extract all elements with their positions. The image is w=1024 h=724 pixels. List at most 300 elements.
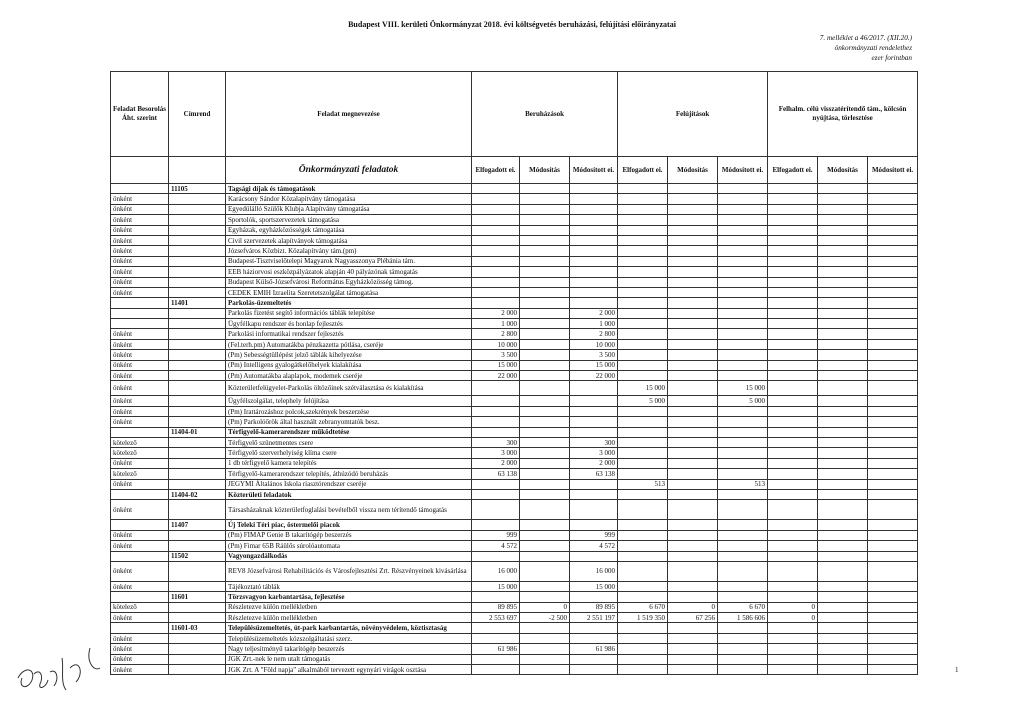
cell-amount bbox=[718, 458, 768, 468]
cell-cimrend bbox=[169, 665, 226, 675]
cell-amount bbox=[718, 339, 768, 349]
cell-cimrend bbox=[169, 613, 226, 623]
cell-cimrend bbox=[169, 204, 226, 214]
cell-besorolas: önként bbox=[111, 194, 169, 204]
cell-amount bbox=[868, 360, 918, 370]
cell-amount: 2 553 697 bbox=[472, 613, 520, 623]
cell-besorolas: önként bbox=[111, 644, 169, 654]
cell-besorolas: önként bbox=[111, 339, 169, 349]
cell-amount bbox=[618, 406, 668, 416]
cell-amount bbox=[618, 256, 668, 266]
cell-amount bbox=[768, 581, 818, 591]
cell-amount bbox=[718, 520, 768, 530]
cell-amount bbox=[718, 267, 768, 277]
cell-amount bbox=[668, 381, 718, 396]
cell-amount bbox=[818, 339, 868, 349]
cell-besorolas bbox=[111, 319, 169, 329]
cell-amount: 300 bbox=[472, 437, 520, 447]
cell-amount: 16 000 bbox=[472, 561, 520, 581]
cell-amount bbox=[868, 225, 918, 235]
cell-cimrend bbox=[169, 235, 226, 245]
cell-amount bbox=[768, 381, 818, 396]
cell-amount bbox=[570, 427, 618, 437]
cell-amount bbox=[718, 581, 768, 591]
cell-amount bbox=[818, 350, 868, 360]
cell-cimrend bbox=[169, 417, 226, 427]
cell-amount bbox=[520, 256, 570, 266]
table-row bbox=[111, 381, 918, 396]
cell-amount bbox=[520, 489, 570, 499]
cell-amount bbox=[818, 406, 868, 416]
cell-amount bbox=[768, 396, 818, 406]
col-beruhazas-elfogadott: Elfogadott ei. bbox=[472, 157, 520, 184]
cell-amount bbox=[618, 623, 668, 633]
col-beruhazas-modositott: Módosított ei. bbox=[570, 157, 618, 184]
cell-amount: -2 500 bbox=[520, 613, 570, 623]
table-row bbox=[111, 613, 918, 623]
cell-amount bbox=[768, 298, 818, 308]
cell-feladat: (Pm) Fimar 65B Ráülős súrolóautomata bbox=[226, 541, 472, 551]
cell-feladat: Vagyongazdálkodás bbox=[226, 551, 472, 561]
cell-amount bbox=[868, 458, 918, 468]
cell-amount bbox=[868, 308, 918, 318]
cell-amount bbox=[668, 479, 718, 489]
cell-besorolas: önként bbox=[111, 225, 169, 235]
cell-amount bbox=[668, 581, 718, 591]
cell-amount bbox=[868, 246, 918, 256]
cell-amount bbox=[818, 665, 868, 675]
cell-feladat: Egyedülálló Szülők Klubja Alapítvány támogatása bbox=[226, 204, 472, 214]
cell-amount bbox=[520, 319, 570, 329]
cell-amount bbox=[768, 417, 818, 427]
cell-amount bbox=[868, 287, 918, 297]
table-row bbox=[111, 448, 918, 458]
table-row bbox=[111, 329, 918, 339]
cell-amount: 15 000 bbox=[570, 360, 618, 370]
cell-amount: 1 000 bbox=[472, 319, 520, 329]
cell-amount bbox=[618, 329, 668, 339]
cell-amount: 3 500 bbox=[472, 350, 520, 360]
cell-amount bbox=[668, 235, 718, 245]
cell-amount bbox=[668, 350, 718, 360]
table-row bbox=[111, 396, 918, 406]
cell-feladat: (Pm) Parkolóőrök által használt zebranyomtatók besz. bbox=[226, 417, 472, 427]
cell-amount: 2 800 bbox=[570, 329, 618, 339]
cell-feladat: Közterületi feladatok bbox=[226, 489, 472, 499]
cell-cimrend bbox=[169, 644, 226, 654]
cell-amount bbox=[768, 623, 818, 633]
cell-amount bbox=[718, 406, 768, 416]
header-cimrend: Címrend bbox=[169, 72, 226, 157]
table-row bbox=[111, 246, 918, 256]
cell-feladat: Józsefváros Közbizt. Közalapítvány tám.(pm) bbox=[226, 246, 472, 256]
cell-amount bbox=[818, 427, 868, 437]
cell-cimrend: 11404-01 bbox=[169, 427, 226, 437]
cell-cimrend bbox=[169, 633, 226, 643]
table-row bbox=[111, 184, 918, 194]
cell-cimrend: 11401 bbox=[169, 298, 226, 308]
cell-feladat: 1 db térfigyelő kamera telepítés bbox=[226, 458, 472, 468]
cell-amount: 999 bbox=[472, 530, 520, 540]
cell-amount bbox=[768, 437, 818, 447]
col-felujitas-modositas: Módosítás bbox=[668, 157, 718, 184]
cell-amount bbox=[520, 581, 570, 591]
cell-cimrend bbox=[169, 561, 226, 581]
cell-amount bbox=[868, 184, 918, 194]
cell-amount bbox=[868, 215, 918, 225]
table-row bbox=[111, 592, 918, 602]
cell-amount bbox=[768, 654, 818, 664]
cell-amount bbox=[472, 287, 520, 297]
sub-header-row bbox=[111, 157, 918, 184]
cell-feladat: Tájékoztató táblák bbox=[226, 581, 472, 591]
table-row bbox=[111, 551, 918, 561]
cell-amount bbox=[618, 437, 668, 447]
cell-amount bbox=[718, 417, 768, 427]
cell-besorolas bbox=[111, 592, 169, 602]
cell-amount bbox=[818, 602, 868, 612]
cell-amount bbox=[818, 437, 868, 447]
cell-amount bbox=[768, 215, 818, 225]
cell-amount bbox=[668, 520, 718, 530]
annex-note bbox=[800, 33, 912, 63]
cell-cimrend: 11601 bbox=[169, 592, 226, 602]
cell-amount bbox=[768, 350, 818, 360]
cell-besorolas bbox=[111, 520, 169, 530]
cell-amount bbox=[868, 350, 918, 360]
table-row bbox=[111, 602, 918, 612]
cell-feladat: REV8 Józsefvárosi Rehabilitációs és Városfejlesztési Zrt. Részvényeinek kivásárlása bbox=[226, 561, 472, 581]
cell-amount bbox=[818, 592, 868, 602]
col-beruhazas-modositas: Módosítás bbox=[520, 157, 570, 184]
cell-amount bbox=[768, 469, 818, 479]
cell-amount bbox=[818, 396, 868, 406]
cell-besorolas: önként bbox=[111, 479, 169, 489]
cell-amount bbox=[768, 633, 818, 643]
cell-feladat: Egyházak, egyházközösségek támogatása bbox=[226, 225, 472, 235]
cell-amount bbox=[472, 623, 520, 633]
cell-feladat: Parkolás-üzemeltetés bbox=[226, 298, 472, 308]
cell-amount: 2 800 bbox=[472, 329, 520, 339]
cell-amount bbox=[668, 530, 718, 540]
header-feladat-besorolas: Feladat Besorolás Áht. szerint bbox=[111, 72, 169, 157]
cell-amount bbox=[818, 633, 868, 643]
cell-amount bbox=[472, 235, 520, 245]
cell-amount bbox=[472, 592, 520, 602]
cell-amount bbox=[818, 235, 868, 245]
table-row bbox=[111, 225, 918, 235]
cell-amount bbox=[868, 489, 918, 499]
cell-amount bbox=[618, 520, 668, 530]
cell-amount: 300 bbox=[570, 437, 618, 447]
cell-amount bbox=[818, 329, 868, 339]
cell-amount bbox=[768, 665, 818, 675]
cell-amount bbox=[818, 287, 868, 297]
cell-amount bbox=[472, 204, 520, 214]
cell-besorolas: önként bbox=[111, 235, 169, 245]
cell-feladat: Társasházaknak közterületfoglalási bevételből vissza nem térítendő támogatás bbox=[226, 500, 472, 520]
cell-amount: 16 000 bbox=[570, 561, 618, 581]
cell-amount bbox=[618, 654, 668, 664]
cell-amount bbox=[520, 520, 570, 530]
cell-amount bbox=[818, 500, 868, 520]
cell-amount: 2 551 197 bbox=[570, 613, 618, 623]
cell-cimrend bbox=[169, 267, 226, 277]
cell-amount bbox=[520, 396, 570, 406]
cell-amount bbox=[668, 194, 718, 204]
cell-amount bbox=[668, 665, 718, 675]
cell-amount bbox=[570, 215, 618, 225]
cell-amount bbox=[718, 654, 768, 664]
cell-amount: 1 519 350 bbox=[618, 613, 668, 623]
table-row bbox=[111, 277, 918, 287]
cell-amount bbox=[768, 267, 818, 277]
cell-amount bbox=[472, 633, 520, 643]
cell-besorolas: kötelező bbox=[111, 448, 169, 458]
cell-amount: 15 000 bbox=[570, 581, 618, 591]
cell-amount bbox=[718, 644, 768, 654]
cell-amount bbox=[570, 277, 618, 287]
cell-amount bbox=[520, 277, 570, 287]
cell-amount bbox=[768, 406, 818, 416]
cell-amount bbox=[472, 500, 520, 520]
cell-amount: 0 bbox=[668, 602, 718, 612]
cell-cimrend bbox=[169, 287, 226, 297]
cell-feladat: Térfigyelő szerverhelyiség klíma csere bbox=[226, 448, 472, 458]
table-row bbox=[111, 267, 918, 277]
cell-amount: 1 000 bbox=[570, 319, 618, 329]
cell-amount bbox=[868, 530, 918, 540]
cell-amount bbox=[520, 530, 570, 540]
table-row bbox=[111, 319, 918, 329]
cell-feladat: (Pm) Automatákba alaplapok, modemek cseréje bbox=[226, 371, 472, 381]
cell-feladat: Parkolási informatikai rendszer fejlesztés bbox=[226, 329, 472, 339]
cell-cimrend bbox=[169, 479, 226, 489]
cell-amount bbox=[768, 427, 818, 437]
table-row bbox=[111, 235, 918, 245]
cell-amount bbox=[668, 541, 718, 551]
cell-amount bbox=[818, 277, 868, 287]
cell-amount bbox=[520, 469, 570, 479]
cell-amount bbox=[618, 551, 668, 561]
cell-cimrend bbox=[169, 654, 226, 664]
cell-amount bbox=[472, 256, 520, 266]
cell-amount bbox=[868, 204, 918, 214]
cell-amount: 2 000 bbox=[570, 458, 618, 468]
cell-amount: 2 000 bbox=[472, 458, 520, 468]
cell-amount bbox=[868, 448, 918, 458]
cell-amount bbox=[570, 551, 618, 561]
cell-cimrend bbox=[169, 350, 226, 360]
cell-amount bbox=[520, 235, 570, 245]
cell-amount bbox=[868, 339, 918, 349]
cell-amount bbox=[818, 479, 868, 489]
cell-amount bbox=[868, 541, 918, 551]
cell-amount bbox=[570, 406, 618, 416]
cell-feladat: Karácsony Sándor Közalapítvány támogatása bbox=[226, 194, 472, 204]
table-row bbox=[111, 406, 918, 416]
table-row bbox=[111, 308, 918, 318]
cell-amount bbox=[768, 448, 818, 458]
cell-amount bbox=[668, 329, 718, 339]
header-beruhazasok: Beruházások bbox=[472, 72, 618, 157]
cell-amount bbox=[768, 194, 818, 204]
group-header-row bbox=[111, 72, 918, 157]
cell-besorolas bbox=[111, 184, 169, 194]
cell-feladat: EEB háziorvosi eszközpályázatok alapján 40 pályázónak támogatás bbox=[226, 267, 472, 277]
table-row bbox=[111, 469, 918, 479]
cell-besorolas: önként bbox=[111, 381, 169, 396]
cell-amount bbox=[570, 225, 618, 235]
cell-amount bbox=[668, 623, 718, 633]
cell-besorolas: önként bbox=[111, 406, 169, 416]
cell-besorolas: önként bbox=[111, 277, 169, 287]
cell-amount bbox=[520, 665, 570, 675]
page-number: 1 bbox=[955, 666, 959, 674]
cell-amount bbox=[768, 339, 818, 349]
cell-amount bbox=[718, 246, 768, 256]
cell-amount bbox=[668, 437, 718, 447]
cell-cimrend bbox=[169, 381, 226, 396]
cell-amount bbox=[618, 204, 668, 214]
cell-amount bbox=[768, 371, 818, 381]
cell-amount bbox=[472, 381, 520, 396]
cell-amount bbox=[718, 308, 768, 318]
cell-amount bbox=[868, 665, 918, 675]
cell-cimrend bbox=[169, 256, 226, 266]
cell-amount bbox=[718, 592, 768, 602]
cell-cimrend bbox=[169, 215, 226, 225]
cell-amount bbox=[618, 530, 668, 540]
cell-amount bbox=[520, 194, 570, 204]
cell-amount bbox=[818, 184, 868, 194]
cell-amount bbox=[818, 371, 868, 381]
cell-amount bbox=[868, 298, 918, 308]
cell-amount bbox=[570, 479, 618, 489]
cell-besorolas: önként bbox=[111, 633, 169, 643]
cell-amount bbox=[718, 319, 768, 329]
cell-cimrend: 11502 bbox=[169, 551, 226, 561]
cell-amount bbox=[520, 360, 570, 370]
cell-amount bbox=[868, 520, 918, 530]
cell-cimrend bbox=[169, 602, 226, 612]
cell-amount bbox=[868, 479, 918, 489]
cell-cimrend: 11407 bbox=[169, 520, 226, 530]
cell-amount bbox=[472, 654, 520, 664]
cell-amount bbox=[520, 406, 570, 416]
cell-amount bbox=[618, 225, 668, 235]
annex-line-1: 7. melléklet a 46/2017. (XII.20.) bbox=[819, 34, 912, 42]
cell-amount bbox=[668, 287, 718, 297]
cell-amount bbox=[668, 184, 718, 194]
cell-amount bbox=[668, 360, 718, 370]
cell-amount bbox=[618, 500, 668, 520]
cell-amount bbox=[520, 246, 570, 256]
cell-amount bbox=[472, 184, 520, 194]
cell-amount bbox=[570, 204, 618, 214]
cell-amount: 4 572 bbox=[472, 541, 520, 551]
cell-amount bbox=[718, 469, 768, 479]
cell-cimrend bbox=[169, 396, 226, 406]
cell-amount bbox=[618, 665, 668, 675]
cell-amount bbox=[818, 613, 868, 623]
cell-amount bbox=[570, 489, 618, 499]
cell-amount: 6 670 bbox=[618, 602, 668, 612]
cell-amount bbox=[520, 339, 570, 349]
cell-amount bbox=[618, 267, 668, 277]
table-row bbox=[111, 489, 918, 499]
cell-amount bbox=[818, 381, 868, 396]
cell-amount bbox=[768, 246, 818, 256]
cell-amount bbox=[818, 319, 868, 329]
cell-amount bbox=[520, 204, 570, 214]
cell-amount: 22 000 bbox=[472, 371, 520, 381]
cell-amount bbox=[868, 235, 918, 245]
cell-amount bbox=[618, 194, 668, 204]
cell-amount: 5 000 bbox=[718, 396, 768, 406]
cell-besorolas: kötelező bbox=[111, 437, 169, 447]
cell-feladat: Térfigyelő-kamerarendszer működtetése bbox=[226, 427, 472, 437]
cell-amount bbox=[668, 319, 718, 329]
cell-cimrend bbox=[169, 469, 226, 479]
cell-amount bbox=[668, 371, 718, 381]
cell-amount bbox=[472, 298, 520, 308]
cell-feladat: (Pm) FIMAP Genie B takarítógép beszerzés bbox=[226, 530, 472, 540]
cell-cimrend bbox=[169, 277, 226, 287]
cell-amount bbox=[520, 448, 570, 458]
cell-amount bbox=[570, 267, 618, 277]
cell-amount bbox=[668, 551, 718, 561]
cell-amount bbox=[818, 623, 868, 633]
cell-amount bbox=[472, 665, 520, 675]
cell-besorolas bbox=[111, 308, 169, 318]
cell-amount bbox=[668, 654, 718, 664]
cell-amount bbox=[868, 592, 918, 602]
cell-amount bbox=[472, 194, 520, 204]
cell-amount bbox=[818, 298, 868, 308]
cell-amount bbox=[818, 417, 868, 427]
cell-amount bbox=[818, 489, 868, 499]
cell-amount bbox=[668, 644, 718, 654]
cell-amount bbox=[718, 225, 768, 235]
cell-amount: 15 000 bbox=[472, 581, 520, 591]
cell-cimrend bbox=[169, 541, 226, 551]
cell-feladat: (Pm) Intelligens gyalogátkelőhelyek kialakítása bbox=[226, 360, 472, 370]
cell-besorolas: önként bbox=[111, 396, 169, 406]
cell-amount bbox=[768, 204, 818, 214]
cell-amount bbox=[570, 520, 618, 530]
cell-amount bbox=[520, 427, 570, 437]
cell-feladat: Tagsági díjak és támogatások bbox=[226, 184, 472, 194]
budget-table bbox=[110, 71, 918, 675]
cell-amount bbox=[718, 541, 768, 551]
cell-amount bbox=[520, 633, 570, 643]
cell-feladat: Törzsvagyon karbantartása, fejlesztése bbox=[226, 592, 472, 602]
cell-amount bbox=[818, 308, 868, 318]
cell-amount bbox=[520, 381, 570, 396]
cell-cimrend bbox=[169, 448, 226, 458]
cell-amount: 3 500 bbox=[570, 350, 618, 360]
cell-amount bbox=[818, 581, 868, 591]
cell-amount bbox=[520, 225, 570, 235]
cell-amount: 0 bbox=[768, 613, 818, 623]
cell-amount bbox=[868, 319, 918, 329]
cell-amount bbox=[618, 489, 668, 499]
cell-amount bbox=[868, 427, 918, 437]
cell-amount bbox=[520, 215, 570, 225]
cell-amount bbox=[768, 329, 818, 339]
cell-besorolas: önként bbox=[111, 350, 169, 360]
